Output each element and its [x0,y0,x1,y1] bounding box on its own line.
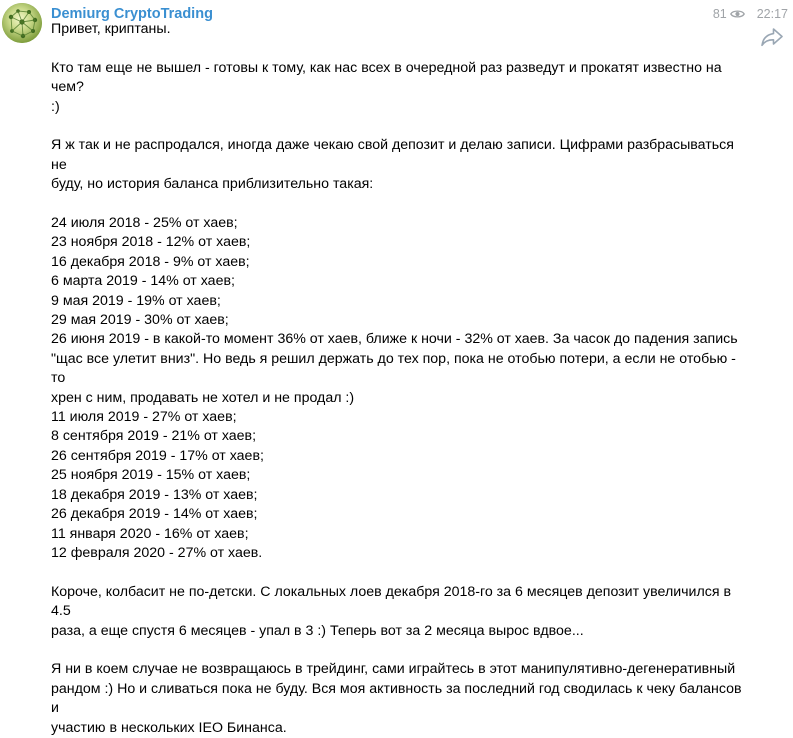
balance-history-list: 24 июля 2018 - 25% от хаев; 23 ноября 2018 - 12% от хаев; 16 декабря 2018 - 9% от хаев; 6 марта 2019 - 14% от хаев; 9 мая 2019 - 19% от хаев; 29 мая 2019 - 30% от хаев; 26 июня 2019 - в какой-то момент 36% от хаев, ближе к ночи - 32% от хаев. За часок до падения запись "щас все улетит вниз". Но ведь я решил держать до тех пор, пока не отобью потери, а если не отобью - то хрен с ним, продавать не хотел и не продал :) 11 июля 2019 - 27% от хаев; 8 сентября 2019 - 21% от хаев; 26 сентября 2019 - 17% от хаев; 25 ноября 2019 - 15% от хаев; 18 декабря 2019 - 13% от хаев; 26 декабря 2019 - 14% от хаев; 11 января 2020 - 16% от хаев; 12 февраля 2020 - 27% от хаев. [51,215,738,561]
message-paragraph: Кто там еще не вышел - готовы к тому, как нас всех в очередной раз разведут и прокатят известно на чем? :) [51,59,722,115]
eye-icon [730,9,745,19]
share-button[interactable] [759,26,785,48]
message-text [51,20,751,738]
message-paragraph: Я ни в коем случае не возвращаюсь в трейдинг, сами играйтесь в этот манипулятивно-дегенеративный рандом :) Но и сливаться пока не буду. Вся моя активность за последний год сводилась к чеку балансов и участию в нескольких IEO Бинанса. [51,661,742,736]
message-paragraph: Привет, криптаны. [51,21,171,37]
message-paragraph: Я ж так и не распродался, иногда даже чекаю свой депозит и делаю записи. Цифрами разбрасываться не буду, но история баланса приблизительно такая: [51,137,734,193]
sender-name[interactable]: Demiurg CryptoTrading [51,6,213,22]
message-paragraph: Короче, колбасит не по-детски. С локальных лоев декабря 2018-го за 6 месяцев депозит увеличился в 4.5 раза, а еще спустя 6 месяцев - упал в 3 :) Теперь вот за 2 месяца вырос вдвое... [51,583,731,639]
channel-avatar[interactable] [2,3,42,43]
green-sphere-avatar-icon [2,3,42,43]
view-count: 81 [712,7,727,21]
message-time: 22:17 [756,7,788,21]
share-arrow-icon [760,27,784,47]
